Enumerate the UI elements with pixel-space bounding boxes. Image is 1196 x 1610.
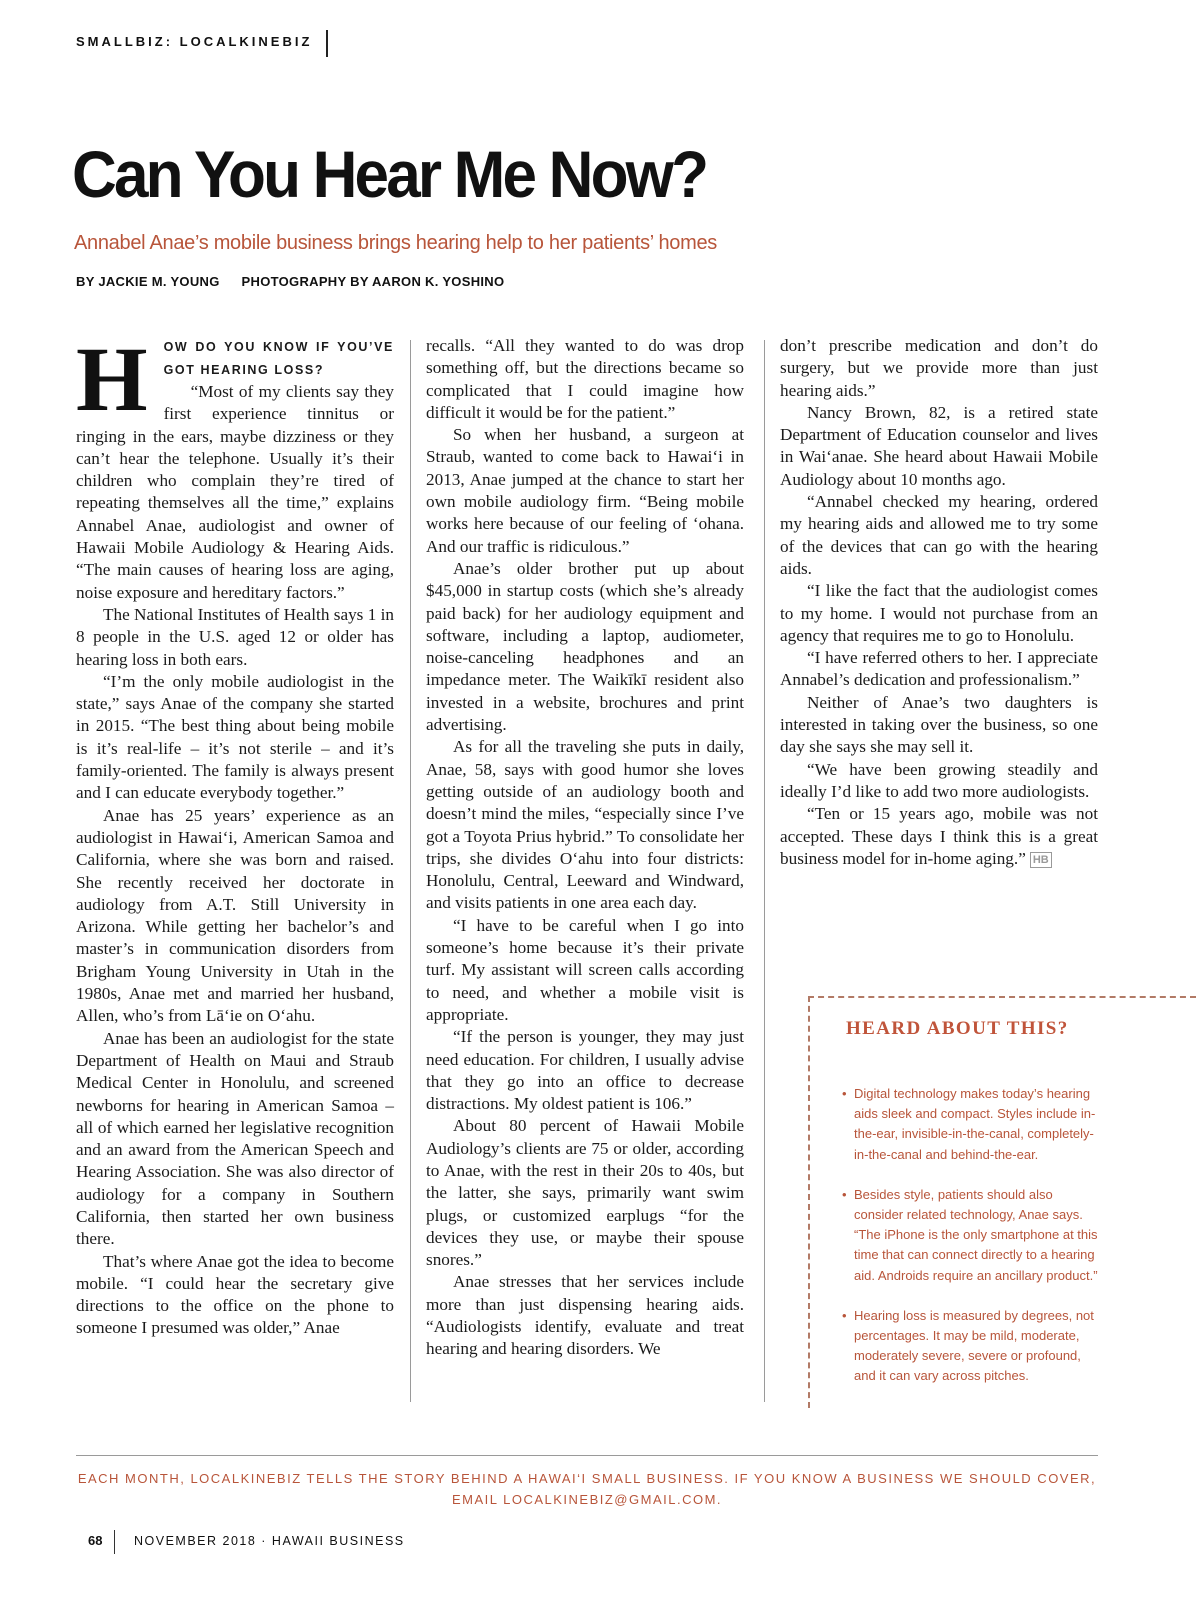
article-column-1 bbox=[76, 328, 394, 1340]
column-divider bbox=[410, 340, 411, 1402]
sidebar-item: • Besides style, patients should also consider related technology, Anae says. “The iPhone is the only smartphone at this time that can connect directly to a hearing aid. Androids require an ancillary product.” bbox=[842, 1185, 1102, 1286]
sidebar-item: • Hearing loss is measured by degrees, not percentages. It may be mild, moderate, moderately severe, severe or profound, and it can vary across pitches. bbox=[842, 1306, 1102, 1387]
sidebar-title: HEARD ABOUT THIS? bbox=[846, 1018, 1069, 1039]
headline: Can You Hear Me Now? bbox=[72, 137, 707, 211]
byline: BY JACKIE M. YOUNG bbox=[76, 274, 220, 289]
paragraph: Nancy Brown, 82, is a retired state Department of Education counselor and lives in Wai‘anae. She heard about Hawaii Mobile Audiology about 10 months ago. bbox=[780, 402, 1098, 489]
page-number: 68 bbox=[88, 1530, 115, 1554]
paragraph: About 80 percent of Hawaii Mobile Audiology’s clients are 75 or older, according to Anae, with the rest in their 20s to 40s, but the latter, she says, primarily want swim plugs, or customized earplugs “for the devices they use, or maybe their spouse snores.” bbox=[426, 1116, 744, 1270]
paragraph: don’t prescribe medication and don’t do surgery, but we provide more than just hearing aids.” bbox=[780, 336, 1098, 400]
paragraph: “I have referred others to her. I appreciate Annabel’s dedication and professionalism.” bbox=[780, 648, 1098, 690]
bylines bbox=[76, 274, 504, 289]
promo-email: EMAIL LOCALKINEBIZ@GMAIL.COM. bbox=[451, 1492, 723, 1507]
photo-credit: PHOTOGRAPHY BY AARON K. YOSHINO bbox=[241, 274, 505, 289]
paragraph: “Annabel checked my hearing, ordered my hearing aids and allowed me to try some of the devices that can go with the hearing aids. bbox=[780, 492, 1098, 578]
lead-caps: OW DO YOU KNOW IF YOU’VE GOT HEARING LOSS? bbox=[163, 340, 394, 377]
footer-divider bbox=[76, 1455, 1098, 1456]
drop-cap: H bbox=[76, 328, 148, 430]
paragraph: Anae has been an audiologist for the state Department of Health on Maui and Straub Medical Center in Honolulu, and screened newborns for hearing in American Samoa – all of which earned her legislative recognition and an award from the American Speech and Hearing Association. She was also director of audiology for a company in Southern California, then started her own business there. bbox=[76, 1028, 394, 1249]
paragraph: “I’m the only mobile audiologist in the state,” says Anae of the company she started in 2015. “The best thing about being mobile is it’s real-life – it’s not sterile – and it’s family-oriented. The family is always present and I can educate everybody together.” bbox=[76, 671, 394, 803]
paragraph: “I have to be careful when I go into someone’s home because it’s their private turf. My assistant will screen calls according to need, and whether a mobile visit is appropriate. bbox=[426, 915, 744, 1024]
paragraph: Neither of Anae’s two daughters is interested in taking over the business, so one day she says she may sell it. bbox=[780, 692, 1098, 757]
paragraph: “We have been growing steadily and ideally I’d like to add two more audiologists. bbox=[780, 759, 1098, 801]
dek-subtitle: Annabel Anae’s mobile business brings hearing help to her patients’ homes bbox=[74, 232, 717, 254]
article-column-3 bbox=[780, 335, 1098, 870]
paragraph: Anae stresses that her services include more than just dispensing hearing aids. “Audiologists identify, evaluate and treat hearing and hearing disorders. We bbox=[426, 1272, 744, 1359]
section-tag: SMALLBIZ: LOCALKINEBIZ bbox=[76, 30, 328, 57]
promo-line: EACH MONTH, LOCALKINEBIZ TELLS THE STORY BEHIND A HAWAI‘I SMALL BUSINESS. IF YOU KNOW A BUSINESS WE SHOULD COVER, bbox=[77, 1471, 1097, 1486]
column-divider bbox=[764, 340, 765, 1402]
sidebar-box bbox=[808, 996, 1196, 1408]
paragraph-text: “Ten or 15 years ago, mobile was not accepted. These days I think this is a great business model for in-home aging.” bbox=[780, 804, 1098, 868]
end-mark-logo: HB bbox=[1030, 852, 1052, 868]
paragraph: So when her husband, a surgeon at Straub, wanted to come back to Hawai‘i in 2013, Anae jumped at the chance to start her own mobile audiology firm. “Being mobile works here because of our feeling of ‘ohana. And our traffic is ridiculous.” bbox=[426, 425, 744, 556]
paragraph: “I like the fact that the audiologist comes to my home. I would not purchase from an agency that requires me to go to Honolulu. bbox=[780, 581, 1098, 645]
paragraph: “If the person is younger, they may just need education. For children, I usually advise that they go into an office to decrease distractions. My oldest patient is 106.” bbox=[426, 1027, 744, 1114]
paragraph: Anae has 25 years’ experience as an audiologist in Hawai‘i, American Samoa and California, where she was born and raised. She recently received her doctorate in audiology from A.T. Still University in Arizona. While getting her bachelor’s and master’s in communication disorders from Brigham Young University in Utah in the 1980s, Anae met and married her husband, Allen, who’s from Lā‘ie on O‘ahu. bbox=[76, 805, 394, 1026]
paragraph: recalls. “All they wanted to do was drop something off, but the directions became so complicated that I could imagine how difficult it would be for the patient.” bbox=[426, 336, 744, 422]
sidebar-list bbox=[842, 1084, 1102, 1407]
footer-promo bbox=[76, 1468, 1098, 1510]
issue-info: NOVEMBER 2018 · HAWAII BUSINESS bbox=[134, 1534, 405, 1548]
sidebar-item: • Digital technology makes today’s hearing aids sleek and compact. Styles include in-the-ear, invisible-in-the-canal, completely-in-the-canal and behind-the-ear. bbox=[842, 1084, 1102, 1165]
paragraph: The National Institutes of Health says 1 in 8 people in the U.S. aged 12 or older has hearing loss in both ears. bbox=[76, 604, 394, 669]
paragraph: As for all the traveling she puts in daily, Anae, 58, says with good humor she loves getting outside of an audiology booth and doesn’t mind the miles, “especially since I’ve got a Toyota Prius hybrid.” To consolidate her trips, she divides O‘ahu into four districts: Honolulu, Central, Leeward and Windward, and visits patients in one area each day. bbox=[426, 737, 744, 913]
paragraph: Anae’s older brother put up about $45,000 in startup costs (which she’s already paid back) for her audiology equipment and software, including a laptop, audiometer, noise-canceling headphones and an impedance meter. The Waikīkī resident also invested in a website, brochures and print advertising. bbox=[426, 558, 744, 735]
paragraph bbox=[780, 803, 1098, 870]
paragraph: “Most of my clients say they first experience tinnitus or ringing in the ears, maybe dizziness or they can’t hear the telephone. Usually it’s their children who complain they’re tired of repeating themselves all the time,” explains Annabel Anae, audiologist and owner of Hawaii Mobile Audiology & Hearing Aids. “The main causes of hearing loss are aging, noise exposure and hereditary factors.” bbox=[76, 382, 394, 602]
paragraph: That’s where Anae got the idea to become mobile. “I could hear the secretary give directions to the office on the phone to someone I presumed was older,” Anae bbox=[76, 1251, 394, 1338]
article-column-2 bbox=[426, 335, 744, 1361]
